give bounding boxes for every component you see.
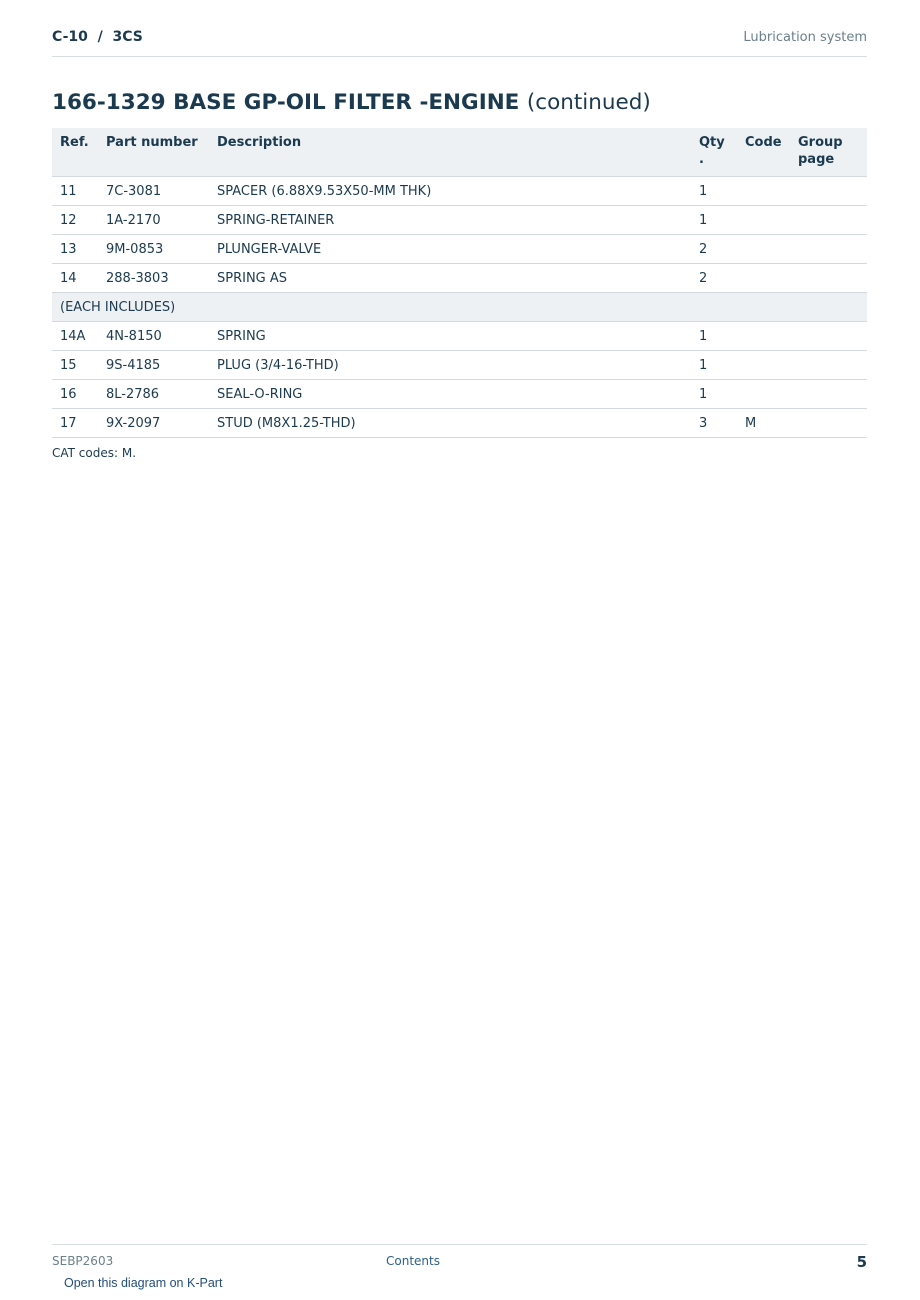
table-note-row bbox=[52, 293, 867, 322]
cell-ref: 17 bbox=[52, 409, 98, 438]
table-row bbox=[52, 351, 867, 380]
cell-group-page bbox=[790, 235, 867, 264]
parts-table-body bbox=[52, 177, 867, 438]
cell-part-number: 9X-2097 bbox=[98, 409, 209, 438]
col-group-page: Group page bbox=[790, 128, 867, 177]
cell-ref: 16 bbox=[52, 380, 98, 409]
table-row bbox=[52, 322, 867, 351]
cell-description: SPRING-RETAINER bbox=[209, 206, 691, 235]
title-suffix: (continued) bbox=[526, 90, 651, 115]
cell-part-number: 1A-2170 bbox=[98, 206, 209, 235]
cell-code bbox=[737, 351, 790, 380]
section-label: Lubrication system bbox=[743, 30, 867, 45]
table-row bbox=[52, 206, 867, 235]
cell-description: SEAL-O-RING bbox=[209, 380, 691, 409]
cell-code bbox=[737, 380, 790, 409]
cell-group-page bbox=[790, 177, 867, 206]
col-description: Description bbox=[209, 128, 691, 177]
cell-qty: 1 bbox=[691, 177, 737, 206]
cat-codes-note: CAT codes: M. bbox=[52, 446, 137, 460]
cell-group-page bbox=[790, 322, 867, 351]
table-row bbox=[52, 264, 867, 293]
page-header bbox=[52, 28, 867, 57]
cell-description: PLUG (3/4-16-THD) bbox=[209, 351, 691, 380]
title-main: 166-1329 BASE GP-OIL FILTER -ENGINE bbox=[52, 90, 520, 115]
cell-part-number: 9S-4185 bbox=[98, 351, 209, 380]
cell-group-page bbox=[790, 409, 867, 438]
cell-qty: 3 bbox=[691, 409, 737, 438]
cell-group-page bbox=[790, 206, 867, 235]
cell-part-number: 4N-8150 bbox=[98, 322, 209, 351]
col-ref: Ref. bbox=[52, 128, 98, 177]
cell-qty: 2 bbox=[691, 264, 737, 293]
cell-code bbox=[737, 177, 790, 206]
cell-ref: 14A bbox=[52, 322, 98, 351]
page-title bbox=[52, 90, 651, 115]
document-id: SEBP2603 bbox=[52, 1254, 114, 1268]
table-header-row bbox=[52, 128, 867, 177]
parts-table bbox=[52, 128, 867, 438]
cell-code bbox=[737, 206, 790, 235]
cell-ref: 13 bbox=[52, 235, 98, 264]
contents-link[interactable]: Contents bbox=[386, 1254, 440, 1268]
table-row bbox=[52, 235, 867, 264]
table-row bbox=[52, 380, 867, 409]
cell-ref: 12 bbox=[52, 206, 98, 235]
cell-group-page bbox=[790, 351, 867, 380]
cell-code bbox=[737, 235, 790, 264]
cell-qty: 1 bbox=[691, 380, 737, 409]
cell-code bbox=[737, 264, 790, 293]
col-qty: Qty . bbox=[691, 128, 737, 177]
cell-group-page bbox=[790, 264, 867, 293]
cell-qty: 1 bbox=[691, 351, 737, 380]
page-footer bbox=[52, 1244, 867, 1271]
cell-ref: 14 bbox=[52, 264, 98, 293]
kpart-link[interactable]: Open this diagram on K-Part bbox=[64, 1276, 223, 1290]
cell-ref: 11 bbox=[52, 177, 98, 206]
cell-note: (EACH INCLUDES) bbox=[52, 293, 867, 322]
page-number: 5 bbox=[856, 1253, 867, 1271]
table-row bbox=[52, 177, 867, 206]
cell-description: STUD (M8X1.25-THD) bbox=[209, 409, 691, 438]
col-part-number: Part number bbox=[98, 128, 209, 177]
cell-qty: 1 bbox=[691, 322, 737, 351]
cell-description: SPACER (6.88X9.53X50-MM THK) bbox=[209, 177, 691, 206]
model-label: C-10 / 3CS bbox=[52, 29, 143, 45]
cell-description: SPRING bbox=[209, 322, 691, 351]
cell-part-number: 7C-3081 bbox=[98, 177, 209, 206]
cell-qty: 1 bbox=[691, 206, 737, 235]
cell-description: SPRING AS bbox=[209, 264, 691, 293]
cell-code bbox=[737, 322, 790, 351]
cell-part-number: 9M-0853 bbox=[98, 235, 209, 264]
col-code: Code bbox=[737, 128, 790, 177]
cell-code: M bbox=[737, 409, 790, 438]
table-row bbox=[52, 409, 867, 438]
cell-group-page bbox=[790, 380, 867, 409]
cell-ref: 15 bbox=[52, 351, 98, 380]
cell-part-number: 8L-2786 bbox=[98, 380, 209, 409]
cell-part-number: 288-3803 bbox=[98, 264, 209, 293]
cell-description: PLUNGER-VALVE bbox=[209, 235, 691, 264]
cell-qty: 2 bbox=[691, 235, 737, 264]
